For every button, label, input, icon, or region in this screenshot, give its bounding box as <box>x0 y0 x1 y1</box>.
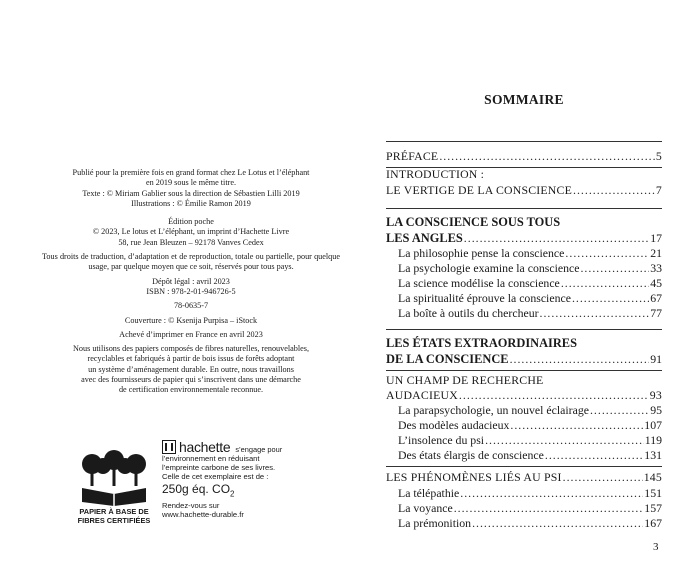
toc-entry-chapter2: LES PHÉNOMÈNES LIÉS AU PSI ..... 145 <box>386 470 662 484</box>
rights-notice: Tous droits de traduction, d’adaptation et de reproduction, totale ou partielle, pour quelque usage, par quelque moyen que ce soit, réservés pour tous pays. <box>42 252 340 272</box>
printed-notice: Achevé d’imprimer en France en avril 2023 <box>119 329 263 339</box>
edition-info: Édition poche © 2023, Le lotus et L’éléphant, un imprint d’Hachette Livre 58, rue Jean Bleuzen – 92178 Vanves Cedex <box>92 217 290 247</box>
hachette-brand: hachette s’engage pour <box>162 440 332 454</box>
legal-deposit: Dépôt légal : avril 2023 ISBN : 978-2-01-946726-5 <box>146 276 236 296</box>
toc-entry-toolbox: La boîte à outils du chercheur ..... 77 <box>398 306 662 320</box>
carbon-amount: 250g éq. $CO_2$ <box>162 481 235 498</box>
toc-chapter1-label: UN CHAMP DE RECHERCHE <box>386 373 544 387</box>
toc-entry-intro: LE VERTIGE DE LA CONSCIENCE ..... 7 <box>386 183 662 197</box>
toc-divider <box>386 329 662 330</box>
eco-label-block <box>78 440 328 530</box>
toc-part1-label: LA CONSCIENCE SOUS TOUS <box>386 215 561 229</box>
toc-entry-part1: LES ANGLES ..... 17 <box>386 231 662 245</box>
toc-entry-spirituality: La spiritualité éprouve la conscience ..... 67 <box>398 291 662 305</box>
hachette-commitment: hachette s’engage pour l’environnement en réduisant l’empreinte carbone de ses livres. Celle de cet exemplaire est de : 250g éq. $CO_2$ Rendez-vous sur www.hachette-durable.fr <box>162 440 332 519</box>
certified-fiber-label: PAPIER À BASE DE FIBRES CERTIFIÉES <box>77 507 151 525</box>
toc-entry-states: Des états élargis de conscience ..... 131 <box>398 448 662 462</box>
toc-entry-intro-label: INTRODUCTION : <box>386 167 485 181</box>
toc-entry-clairvoyance: La voyance ..... 157 <box>398 501 662 515</box>
paper-notice: Nous utilisons des papiers composés de fibres naturelles, renouvelables, recyclables et fabriqués à partir de bois issus de forêts adoptant un système d’aménagement durable. En outre, nous travaillons avec des fournisseurs de papier qui s’inscrivent dans une démarche de certification environnementale reconnue. <box>72 344 310 395</box>
colophon <box>42 168 340 400</box>
hachette-durable-link: www.hachette-durable.fr <box>162 510 244 520</box>
toc-entry-parapsychology: La parapsychologie, un nouvel éclairage ..... 95 <box>398 403 662 417</box>
page-number: 3 <box>653 541 659 553</box>
hachette-logo-icon <box>162 440 176 454</box>
toc-entry-psychology: La psychologie examine la conscience ..... 33 <box>398 261 662 275</box>
toc-entry-philosophy: La philosophie pense la conscience ..... 21 <box>398 246 662 260</box>
toc-entry-science: La science modélise la conscience ..... 45 <box>398 276 662 290</box>
publication-info: Publié pour la première fois en grand format chez Le Lotus et l’éléphant en 2019 sous le même titre. Texte : © Miriam Gablier sous la direction de Sébastien Lilli 2019 Illustrations : © Émilie Ramon 2019 <box>72 168 310 208</box>
toc-title: SOMMAIRE <box>484 92 564 107</box>
toc-entry-part2: DE LA CONSCIENCE ..... 91 <box>386 352 662 366</box>
toc-divider <box>386 370 662 371</box>
cover-credit: Couverture : © Ksenija Purpisa – iStock <box>124 315 258 325</box>
toc-entry-models: Des modèles audacieux ..... 107 <box>398 418 662 432</box>
toc-entry-insolence: L’insolence du psi ..... 119 <box>398 433 662 447</box>
toc-entry-telepathy: La télépathie ..... 151 <box>398 486 662 500</box>
toc-part2-label: LES ÉTATS EXTRAORDINAIRES <box>386 336 577 350</box>
print-code: 78-0635-7 <box>173 301 209 311</box>
toc-entry-preface: PRÉFACE ..... 5 <box>386 149 662 163</box>
toc-entry-premonition: La prémonition ..... 167 <box>398 516 662 530</box>
trees-book-icon <box>78 450 150 506</box>
toc-divider <box>386 466 662 467</box>
toc-entry-chapter1: AUDACIEUX ..... 93 <box>386 388 662 402</box>
toc-divider <box>386 208 662 209</box>
toc-divider <box>386 141 662 142</box>
